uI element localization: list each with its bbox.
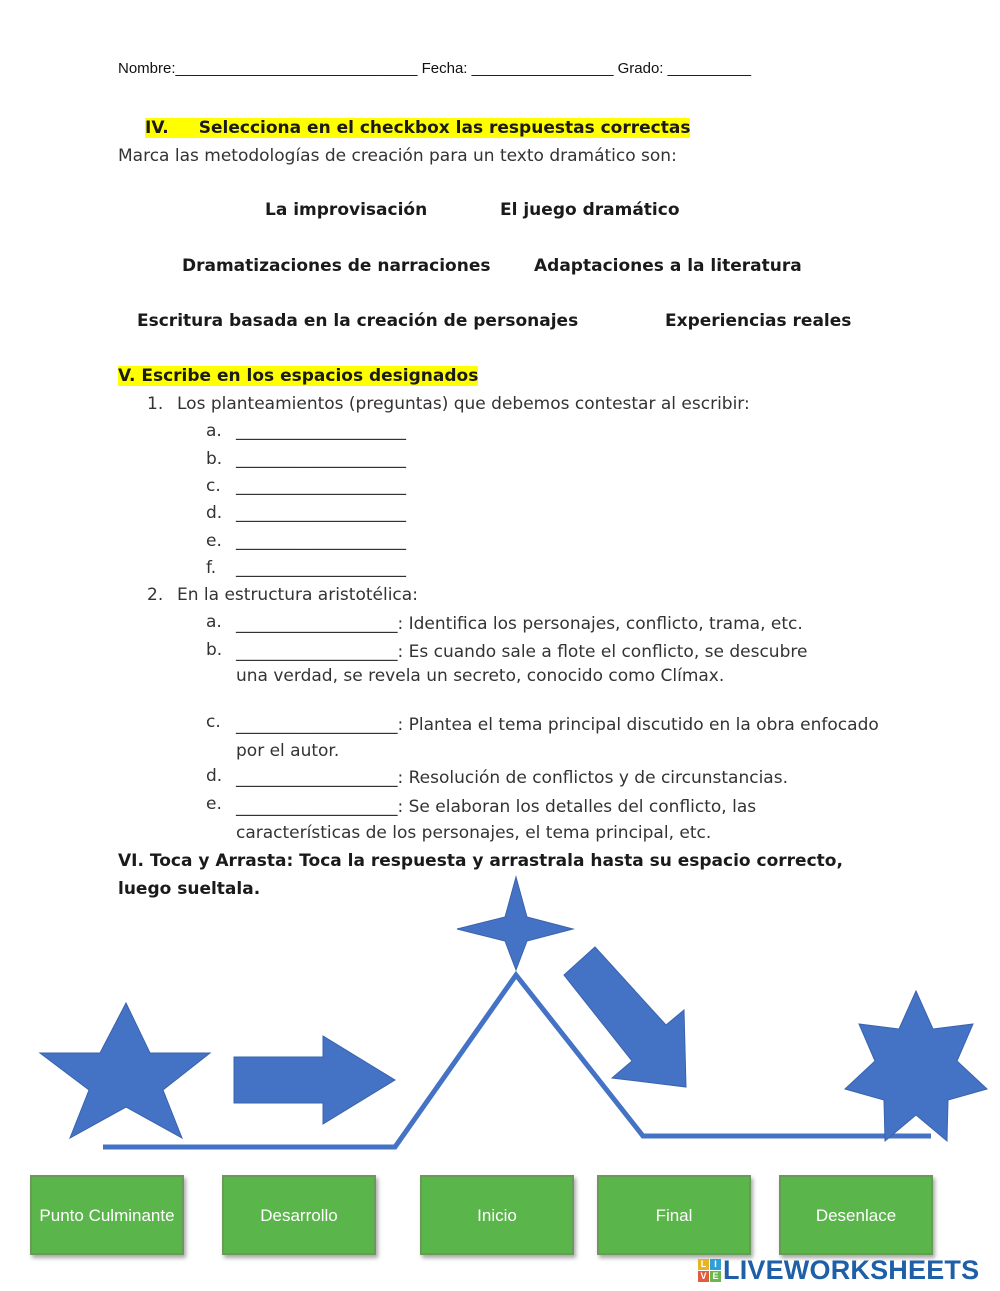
question-1-number: 1. — [147, 394, 164, 414]
seven-point-star-icon — [845, 991, 987, 1141]
option-experiencias-reales[interactable]: Experiencias reales — [665, 311, 852, 331]
section-v-heading: V. Escribe en los espacios designados — [118, 366, 479, 386]
question-2-text: En la estructura aristotélica: — [177, 585, 418, 605]
five-point-star-icon — [40, 1003, 210, 1138]
drag-chip-desarrollo[interactable]: Desarrollo — [222, 1175, 376, 1255]
q2-item-letter: e. — [206, 794, 222, 814]
section-iv-number: IV. — [145, 118, 169, 138]
logo-letter: E — [710, 1271, 721, 1282]
section-iv-heading — [145, 118, 690, 138]
liveworksheets-logo-icon — [698, 1259, 721, 1282]
section-vi-line-2: luego sueltala. — [118, 879, 261, 899]
q2-item-letter: b. — [206, 640, 223, 660]
section-iv-intro: Marca las metodologías de creación para un texto dramático son: — [118, 146, 677, 166]
option-adaptaciones[interactable]: Adaptaciones a la literatura — [534, 256, 802, 276]
q1-item-letter: e. — [206, 531, 222, 551]
q2-item-letter: d. — [206, 766, 223, 786]
question-1-text: Los planteamientos (preguntas) que debemos contestar al escribir: — [177, 394, 750, 414]
liveworksheets-brand-text: LIVEWORKSHEETS — [723, 1254, 980, 1285]
q2-item-letter: c. — [206, 712, 221, 732]
q2-item-text[interactable]: ___________________: Plantea el tema principal discutido en la obra enfocado por el autor. — [236, 715, 879, 761]
q2-item-text[interactable]: ___________________: Resolución de conflictos y de circunstancias. — [236, 768, 788, 788]
drag-chip-final[interactable]: Final — [597, 1175, 751, 1255]
q2-item-text[interactable]: ___________________: Se elaboran los detalles del conflicto, las características de los personajes, el tema principal, etc. — [236, 797, 757, 843]
plot-line — [103, 975, 931, 1147]
q1-answer-blank[interactable]: ____________________ — [236, 449, 406, 469]
drag-chip-desenlace[interactable]: Desenlace — [779, 1175, 933, 1255]
q1-answer-blank[interactable]: ____________________ — [236, 476, 406, 496]
q1-item-letter: d. — [206, 503, 223, 523]
section-vi-line-1: VI. Toca y Arrasta: Toca la respuesta y arrastrala hasta su espacio correcto, — [118, 851, 843, 871]
q1-item-letter: c. — [206, 476, 221, 496]
q1-item-letter: b. — [206, 449, 223, 469]
q1-answer-blank[interactable]: ____________________ — [236, 503, 406, 523]
option-juego-dramatico[interactable]: El juego dramático — [500, 200, 680, 220]
q2-item-letter: a. — [206, 612, 222, 632]
logo-letter: L — [698, 1259, 709, 1270]
section-iv-title: Selecciona en el checkbox las respuestas correctas — [198, 118, 691, 138]
name-date-grade-line: Nombre:_____________________________ Fecha: _________________ Grado: __________ — [118, 60, 752, 77]
question-2-number: 2. — [147, 585, 164, 605]
diagonal-arrow-icon — [564, 947, 686, 1087]
q1-item-letter: f. — [206, 558, 217, 578]
drag-chip-punto-culminante[interactable]: Punto Culminante — [30, 1175, 184, 1255]
q1-answer-blank[interactable]: ____________________ — [236, 421, 406, 441]
logo-letter: I — [710, 1259, 721, 1270]
option-escritura-personajes[interactable]: Escritura basada en la creación de personajes — [137, 311, 579, 331]
four-point-star-icon — [457, 877, 573, 970]
option-improvisacion[interactable]: La improvisación — [265, 200, 428, 220]
option-dramatizaciones[interactable]: Dramatizaciones de narraciones — [182, 256, 491, 276]
q1-item-letter: a. — [206, 421, 222, 441]
liveworksheets-logo — [698, 1254, 979, 1286]
drag-chip-inicio[interactable]: Inicio — [420, 1175, 574, 1255]
dramatic-structure-diagram — [0, 870, 1000, 1170]
logo-letter: V — [698, 1271, 709, 1282]
right-arrow-icon — [234, 1036, 395, 1124]
q2-item-text[interactable]: ___________________: Es cuando sale a flote el conflicto, se descubre una verdad, se revela un secreto, conocido como Clímax. — [236, 642, 808, 686]
q1-answer-blank[interactable]: ____________________ — [236, 558, 406, 578]
q1-answer-blank[interactable]: ____________________ — [236, 531, 406, 551]
q2-item-text[interactable]: ___________________: Identifica los personajes, conflicto, trama, etc. — [236, 614, 803, 634]
